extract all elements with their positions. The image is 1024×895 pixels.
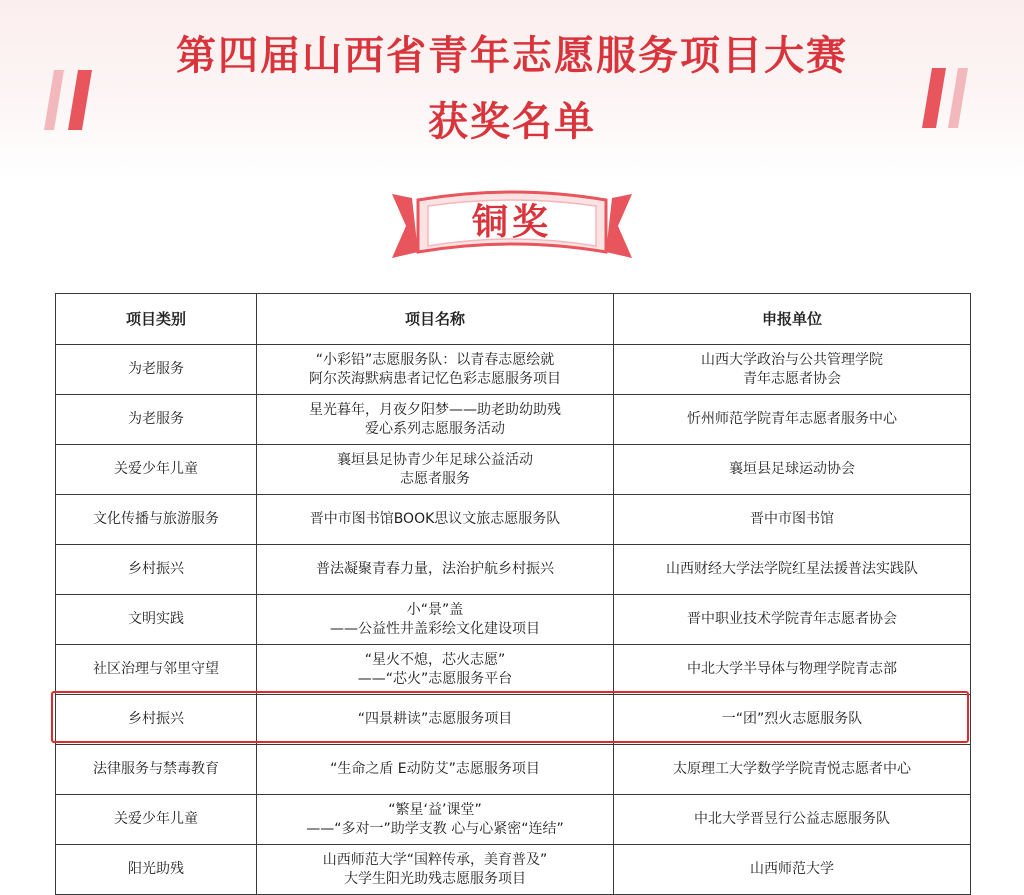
cell-applicant-unit: 太原理工大学数学学院青悦志愿者中心 [614,745,971,795]
cell-applicant-unit: 中北大学半导体与物理学院青志部 [614,645,971,695]
header-background [0,0,1024,178]
cell-applicant-unit: 晋中职业技术学院青年志愿者协会 [614,595,971,645]
cell-applicant-unit: 山西师范大学 [614,845,971,895]
cell-project-name: “繁星‘益’课堂” ——“多对一”助学支教 心与心紧密“连结” [257,795,614,845]
table-row [56,645,971,695]
cell-project-name: 襄垣县足协青少年足球公益活动 志愿者服务 [257,445,614,495]
cell-category: 关爱少年儿童 [56,795,257,845]
table-row [56,445,971,495]
column-header-category: 项目类别 [56,294,257,345]
cell-project-name: 山西师范大学“国粹传承，美育普及” 大学生阳光助残志愿服务项目 [257,845,614,895]
table-header-row [56,294,971,345]
cell-category: 为老服务 [56,395,257,445]
column-header-applicant-unit: 申报单位 [614,294,971,345]
cell-project-name: “小彩铅”志愿服务队：以青春志愿绘就 阿尔茨海默病患者记忆色彩志愿服务项目 [257,345,614,395]
cell-applicant-unit: 山西财经大学法学院红星法援普法实践队 [614,545,971,595]
cell-applicant-unit: 晋中市图书馆 [614,495,971,545]
cell-applicant-unit: 一“团”烈火志愿服务队 [614,695,971,745]
award-level-badge [392,186,632,266]
cell-category: 法律服务与禁毒教育 [56,745,257,795]
table-row [56,345,971,395]
cell-project-name: 普法凝聚青春力量，法治护航乡村振兴 [257,545,614,595]
cell-project-name: “生命之盾 E动防艾”志愿服务项目 [257,745,614,795]
page-title: 第四届山西省青年志愿服务项目大赛 [176,33,848,79]
cell-category: 为老服务 [56,345,257,395]
table-row [56,495,971,545]
cell-project-name: 小“景”盖 ——公益性井盖彩绘文化建设项目 [257,595,614,645]
cell-applicant-unit: 襄垣县足球运动协会 [614,445,971,495]
cell-category: 乡村振兴 [56,695,257,745]
cell-project-name: “星火不熄，芯火志愿” ——“芯火”志愿服务平台 [257,645,614,695]
table-row [56,745,971,795]
award-level-label: 铜奖 [471,202,552,243]
cell-project-name: “四景耕读”志愿服务项目 [257,695,614,745]
table-row [56,795,971,845]
cell-project-name: 晋中市图书馆BOOK思议文旅志愿服务队 [257,495,614,545]
awards-table [55,293,971,895]
cell-applicant-unit: 忻州师范学院青年志愿者服务中心 [614,395,971,445]
cell-category: 文明实践 [56,595,257,645]
table-row [56,595,971,645]
cell-applicant-unit: 山西大学政治与公共管理学院 青年志愿者协会 [614,345,971,395]
column-header-project-name: 项目名称 [257,294,614,345]
cell-category: 阳光助残 [56,845,257,895]
table-row [56,395,971,445]
table-row [56,845,971,895]
table-row-highlighted [56,695,971,745]
table-row [56,545,971,595]
page-subtitle: 获奖名单 [428,99,596,145]
cell-category: 关爱少年儿童 [56,445,257,495]
cell-applicant-unit: 中北大学晋昱行公益志愿服务队 [614,795,971,845]
cell-category: 乡村振兴 [56,545,257,595]
cell-category: 文化传播与旅游服务 [56,495,257,545]
cell-category: 社区治理与邻里守望 [56,645,257,695]
cell-project-name: 星光暮年，月夜夕阳梦——助老助幼助残 爱心系列志愿服务活动 [257,395,614,445]
